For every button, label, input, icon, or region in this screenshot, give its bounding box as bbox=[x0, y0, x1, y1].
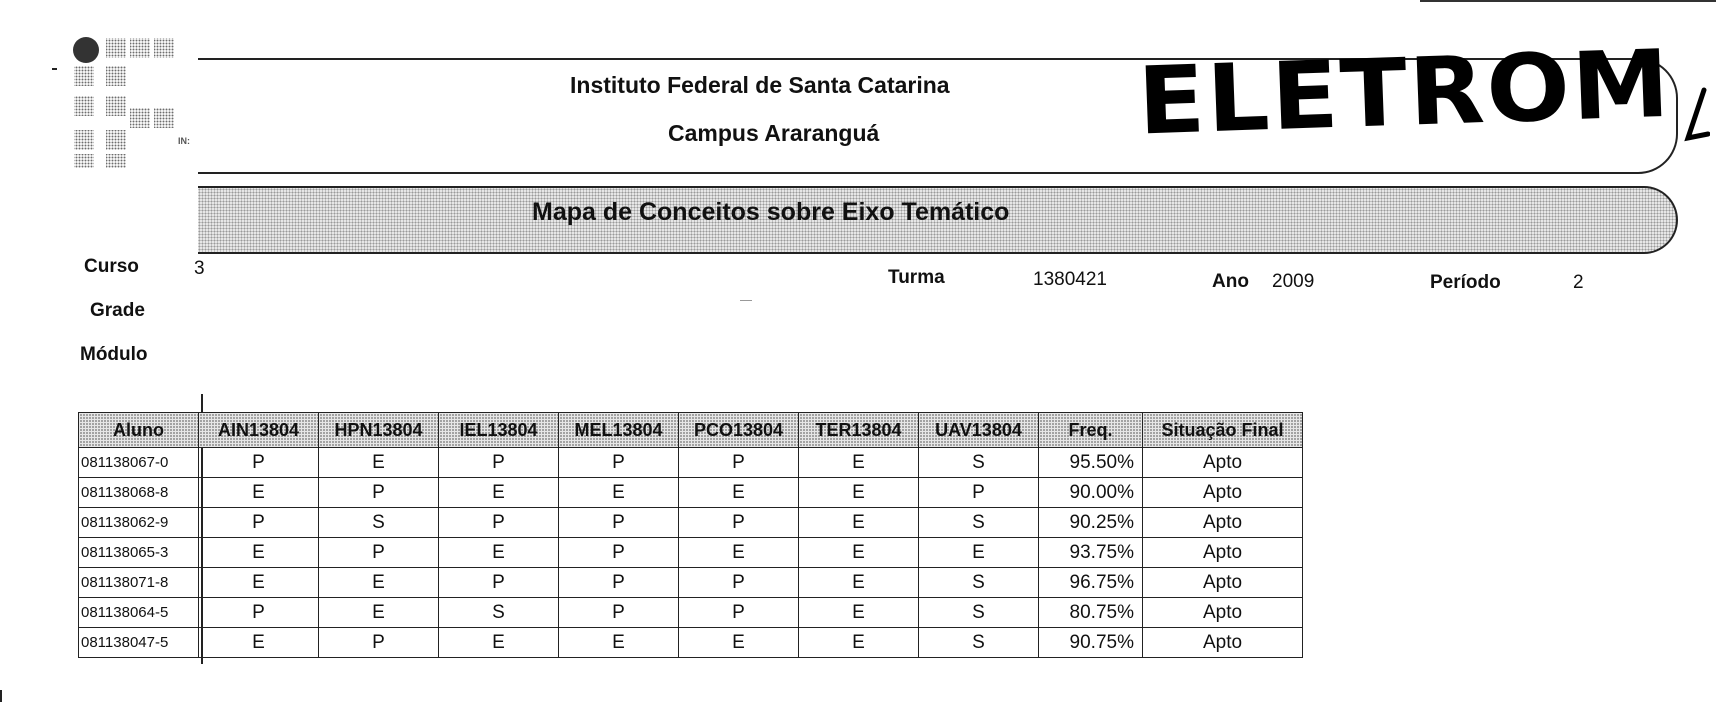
cell-grade: E bbox=[439, 538, 559, 568]
grades-table bbox=[78, 412, 1303, 658]
cell-aluno: 081138068-8 bbox=[79, 478, 199, 508]
institution-name: Instituto Federal de Santa Catarina bbox=[570, 72, 950, 98]
cell-aluno: 081138067-0 bbox=[79, 448, 199, 478]
cell-grade: P bbox=[679, 508, 799, 538]
cell-grade: P bbox=[319, 538, 439, 568]
scan-artifact-mark-bottom bbox=[0, 690, 2, 702]
cell-grade: E bbox=[799, 568, 919, 598]
cell-grade: E bbox=[199, 538, 319, 568]
scan-artifact-line bbox=[1420, 0, 1716, 2]
cell-situacao: Apto bbox=[1143, 538, 1303, 568]
curso-value: 3 bbox=[194, 258, 205, 279]
cell-aluno: 081138065-3 bbox=[79, 538, 199, 568]
cell-freq: 90.00% bbox=[1039, 478, 1143, 508]
cell-grade: P bbox=[439, 508, 559, 538]
cell-grade: E bbox=[799, 598, 919, 628]
campus-name: Campus Araranguá bbox=[668, 120, 880, 146]
ano-value: 2009 bbox=[1272, 271, 1315, 292]
header-iel13804: IEL13804 bbox=[439, 413, 559, 448]
cell-situacao: Apto bbox=[1143, 568, 1303, 598]
cell-grade: S bbox=[919, 448, 1039, 478]
cell-grade: P bbox=[919, 478, 1039, 508]
logo-caption: IN: bbox=[178, 136, 190, 146]
cell-grade: E bbox=[199, 478, 319, 508]
cell-situacao: Apto bbox=[1143, 448, 1303, 478]
cell-freq: 96.75% bbox=[1039, 568, 1143, 598]
cell-aluno: 081138071-8 bbox=[79, 568, 199, 598]
cell-grade: P bbox=[199, 448, 319, 478]
cell-grade: E bbox=[439, 478, 559, 508]
table-row bbox=[79, 478, 1303, 508]
cell-grade: P bbox=[199, 598, 319, 628]
cell-grade: E bbox=[679, 538, 799, 568]
cell-grade: E bbox=[199, 568, 319, 598]
cell-grade: E bbox=[799, 538, 919, 568]
cell-grade: P bbox=[679, 598, 799, 628]
periodo-label: Período bbox=[1430, 272, 1501, 293]
scan-artifact-dash bbox=[740, 300, 752, 301]
cell-situacao: Apto bbox=[1143, 478, 1303, 508]
cell-grade: S bbox=[319, 508, 439, 538]
table-row bbox=[79, 538, 1303, 568]
cell-grade: P bbox=[559, 448, 679, 478]
ano-label: Ano bbox=[1212, 271, 1249, 292]
cell-aluno: 081138062-9 bbox=[79, 508, 199, 538]
cell-grade: P bbox=[679, 448, 799, 478]
table-header-row bbox=[79, 413, 1303, 448]
cell-aluno: 081138064-5 bbox=[79, 598, 199, 628]
cell-grade: S bbox=[919, 628, 1039, 658]
cell-situacao: Apto bbox=[1143, 628, 1303, 658]
header-aluno: Aluno bbox=[79, 413, 199, 448]
turma-value: 1380421 bbox=[1033, 269, 1107, 290]
scan-artifact-mark bbox=[52, 68, 57, 70]
cell-grade: E bbox=[559, 628, 679, 658]
table-row bbox=[79, 598, 1303, 628]
handwritten-stroke bbox=[1682, 86, 1710, 150]
cell-freq: 90.75% bbox=[1039, 628, 1143, 658]
header-mel13804: MEL13804 bbox=[559, 413, 679, 448]
cell-freq: 93.75% bbox=[1039, 538, 1143, 568]
cell-grade: S bbox=[919, 568, 1039, 598]
cell-grade: E bbox=[919, 538, 1039, 568]
cell-grade: P bbox=[319, 628, 439, 658]
cell-grade: P bbox=[679, 568, 799, 598]
cell-freq: 80.75% bbox=[1039, 598, 1143, 628]
cell-grade: E bbox=[799, 628, 919, 658]
cell-grade: E bbox=[799, 478, 919, 508]
table-row bbox=[79, 628, 1303, 658]
header-situacao-final: Situação Final bbox=[1143, 413, 1303, 448]
modulo-label: Módulo bbox=[80, 344, 148, 365]
header-uav13804: UAV13804 bbox=[919, 413, 1039, 448]
curso-label: Curso bbox=[84, 256, 139, 277]
cell-grade: E bbox=[199, 628, 319, 658]
cell-grade: P bbox=[559, 568, 679, 598]
cell-grade: E bbox=[799, 448, 919, 478]
cell-situacao: Apto bbox=[1143, 508, 1303, 538]
handwritten-annotation: ELETROM bbox=[1136, 30, 1674, 157]
table-row bbox=[79, 448, 1303, 478]
cell-grade: E bbox=[319, 568, 439, 598]
turma-label: Turma bbox=[888, 267, 945, 288]
grade-label: Grade bbox=[90, 300, 145, 321]
cell-situacao: Apto bbox=[1143, 598, 1303, 628]
cell-grade: E bbox=[679, 478, 799, 508]
cell-grade: P bbox=[559, 538, 679, 568]
cell-grade: E bbox=[559, 478, 679, 508]
header-freq: Freq. bbox=[1039, 413, 1143, 448]
cell-grade: S bbox=[919, 598, 1039, 628]
periodo-value: 2 bbox=[1573, 272, 1584, 293]
table-row bbox=[79, 508, 1303, 538]
header-ain13804: AIN13804 bbox=[199, 413, 319, 448]
cell-grade: P bbox=[559, 508, 679, 538]
cell-grade: P bbox=[319, 478, 439, 508]
cell-grade: E bbox=[799, 508, 919, 538]
cell-grade: S bbox=[439, 598, 559, 628]
header-ter13804: TER13804 bbox=[799, 413, 919, 448]
header-pco13804: PCO13804 bbox=[679, 413, 799, 448]
institution-logo bbox=[72, 36, 182, 171]
cell-freq: 95.50% bbox=[1039, 448, 1143, 478]
cell-grade: S bbox=[919, 508, 1039, 538]
cell-grade: P bbox=[199, 508, 319, 538]
cell-grade: E bbox=[439, 628, 559, 658]
cell-grade: E bbox=[679, 628, 799, 658]
cell-grade: E bbox=[319, 598, 439, 628]
cell-grade: P bbox=[439, 448, 559, 478]
cell-grade: E bbox=[319, 448, 439, 478]
header-hpn13804: HPN13804 bbox=[319, 413, 439, 448]
table-row bbox=[79, 568, 1303, 598]
cell-grade: P bbox=[559, 598, 679, 628]
page-title: Mapa de Conceitos sobre Eixo Temático bbox=[532, 198, 1010, 226]
cell-freq: 90.25% bbox=[1039, 508, 1143, 538]
cell-aluno: 081138047-5 bbox=[79, 628, 199, 658]
cell-grade: P bbox=[439, 568, 559, 598]
